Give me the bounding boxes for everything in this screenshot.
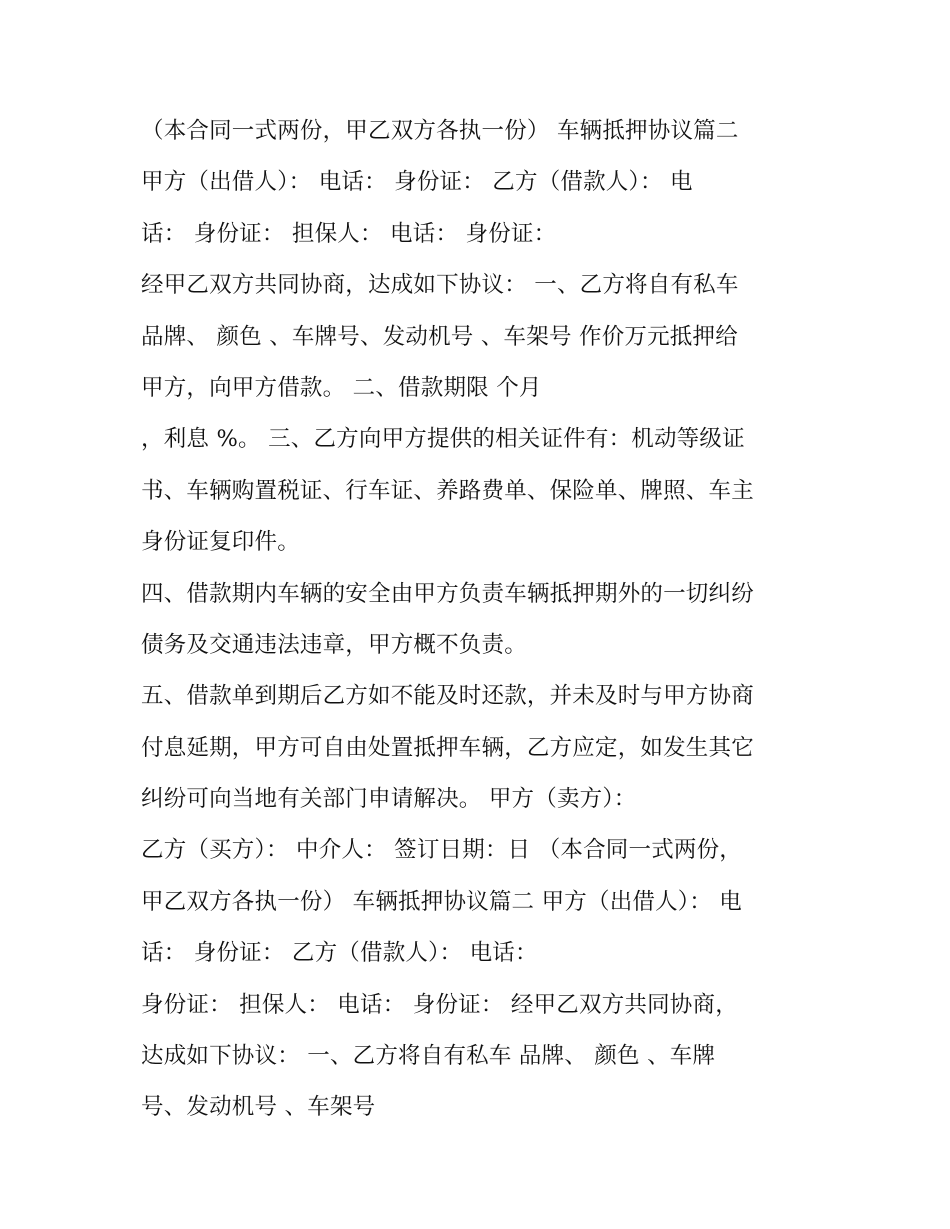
text-line: 经甲乙双方共同协商，达成如下协议： 一、乙方将自有私车 [141, 272, 739, 299]
text-line: 身份证： 担保人： 电话： 身份证： 经甲乙双方共同协商， [141, 991, 738, 1018]
text-line: （本合同一式两份，甲乙双方各执一份） 车辆抵押协议篇二 [141, 118, 739, 144]
text-line: 四、借款期内车辆的安全由甲方负责车辆抵押期外的一切纠纷 [141, 580, 754, 607]
document-body [141, 106, 841, 1134]
text-line: 付息延期，甲方可自由处置抵押车辆，乙方应定，如发生其它 [141, 734, 754, 761]
text-line: ，利息 %。 三、乙方向甲方提供的相关证件有：机动等级证 [141, 426, 745, 453]
text-line: 纠纷可向当地有关部门申请解决。 甲方（卖方）： [141, 786, 637, 813]
text-line: 话： 身份证： 担保人： 电话： 身份证： [141, 220, 557, 247]
text-line: 五、借款单到期后乙方如不能及时还款，并未及时与甲方协商 [141, 683, 754, 710]
text-line: 身份证复印件。 [141, 529, 300, 556]
text-line: 甲乙双方各执一份） 车辆抵押协议篇二 甲方（出借人）： 电 [141, 888, 743, 915]
text-line: 甲方（出借人）： 电话： 身份证： 乙方（借款人）： 电 [141, 169, 693, 196]
text-line: 甲方，向甲方借款。 二、借款期限 个月 [141, 374, 542, 401]
text-line: 号、发动机号 、车架号 [141, 1094, 376, 1121]
text-line: 书、车辆购置税证、行车证、养路费单、保险单、牌照、车主 [141, 477, 754, 504]
text-line: 达成如下协议： 一、乙方将自有私车 品牌、 颜色 、车牌 [141, 1043, 716, 1070]
text-line: 话： 身份证： 乙方（借款人）： 电话： [141, 940, 538, 967]
text-line: 乙方（买方）： 中介人： 签订日期：日 （本合同一式两份， [141, 837, 743, 864]
text-line: 债务及交通违法违章，甲方概不负责。 [141, 631, 527, 658]
text-line: 品牌、 颜色 、车牌号、发动机号 、车架号 作价万元抵押给 [141, 323, 738, 350]
